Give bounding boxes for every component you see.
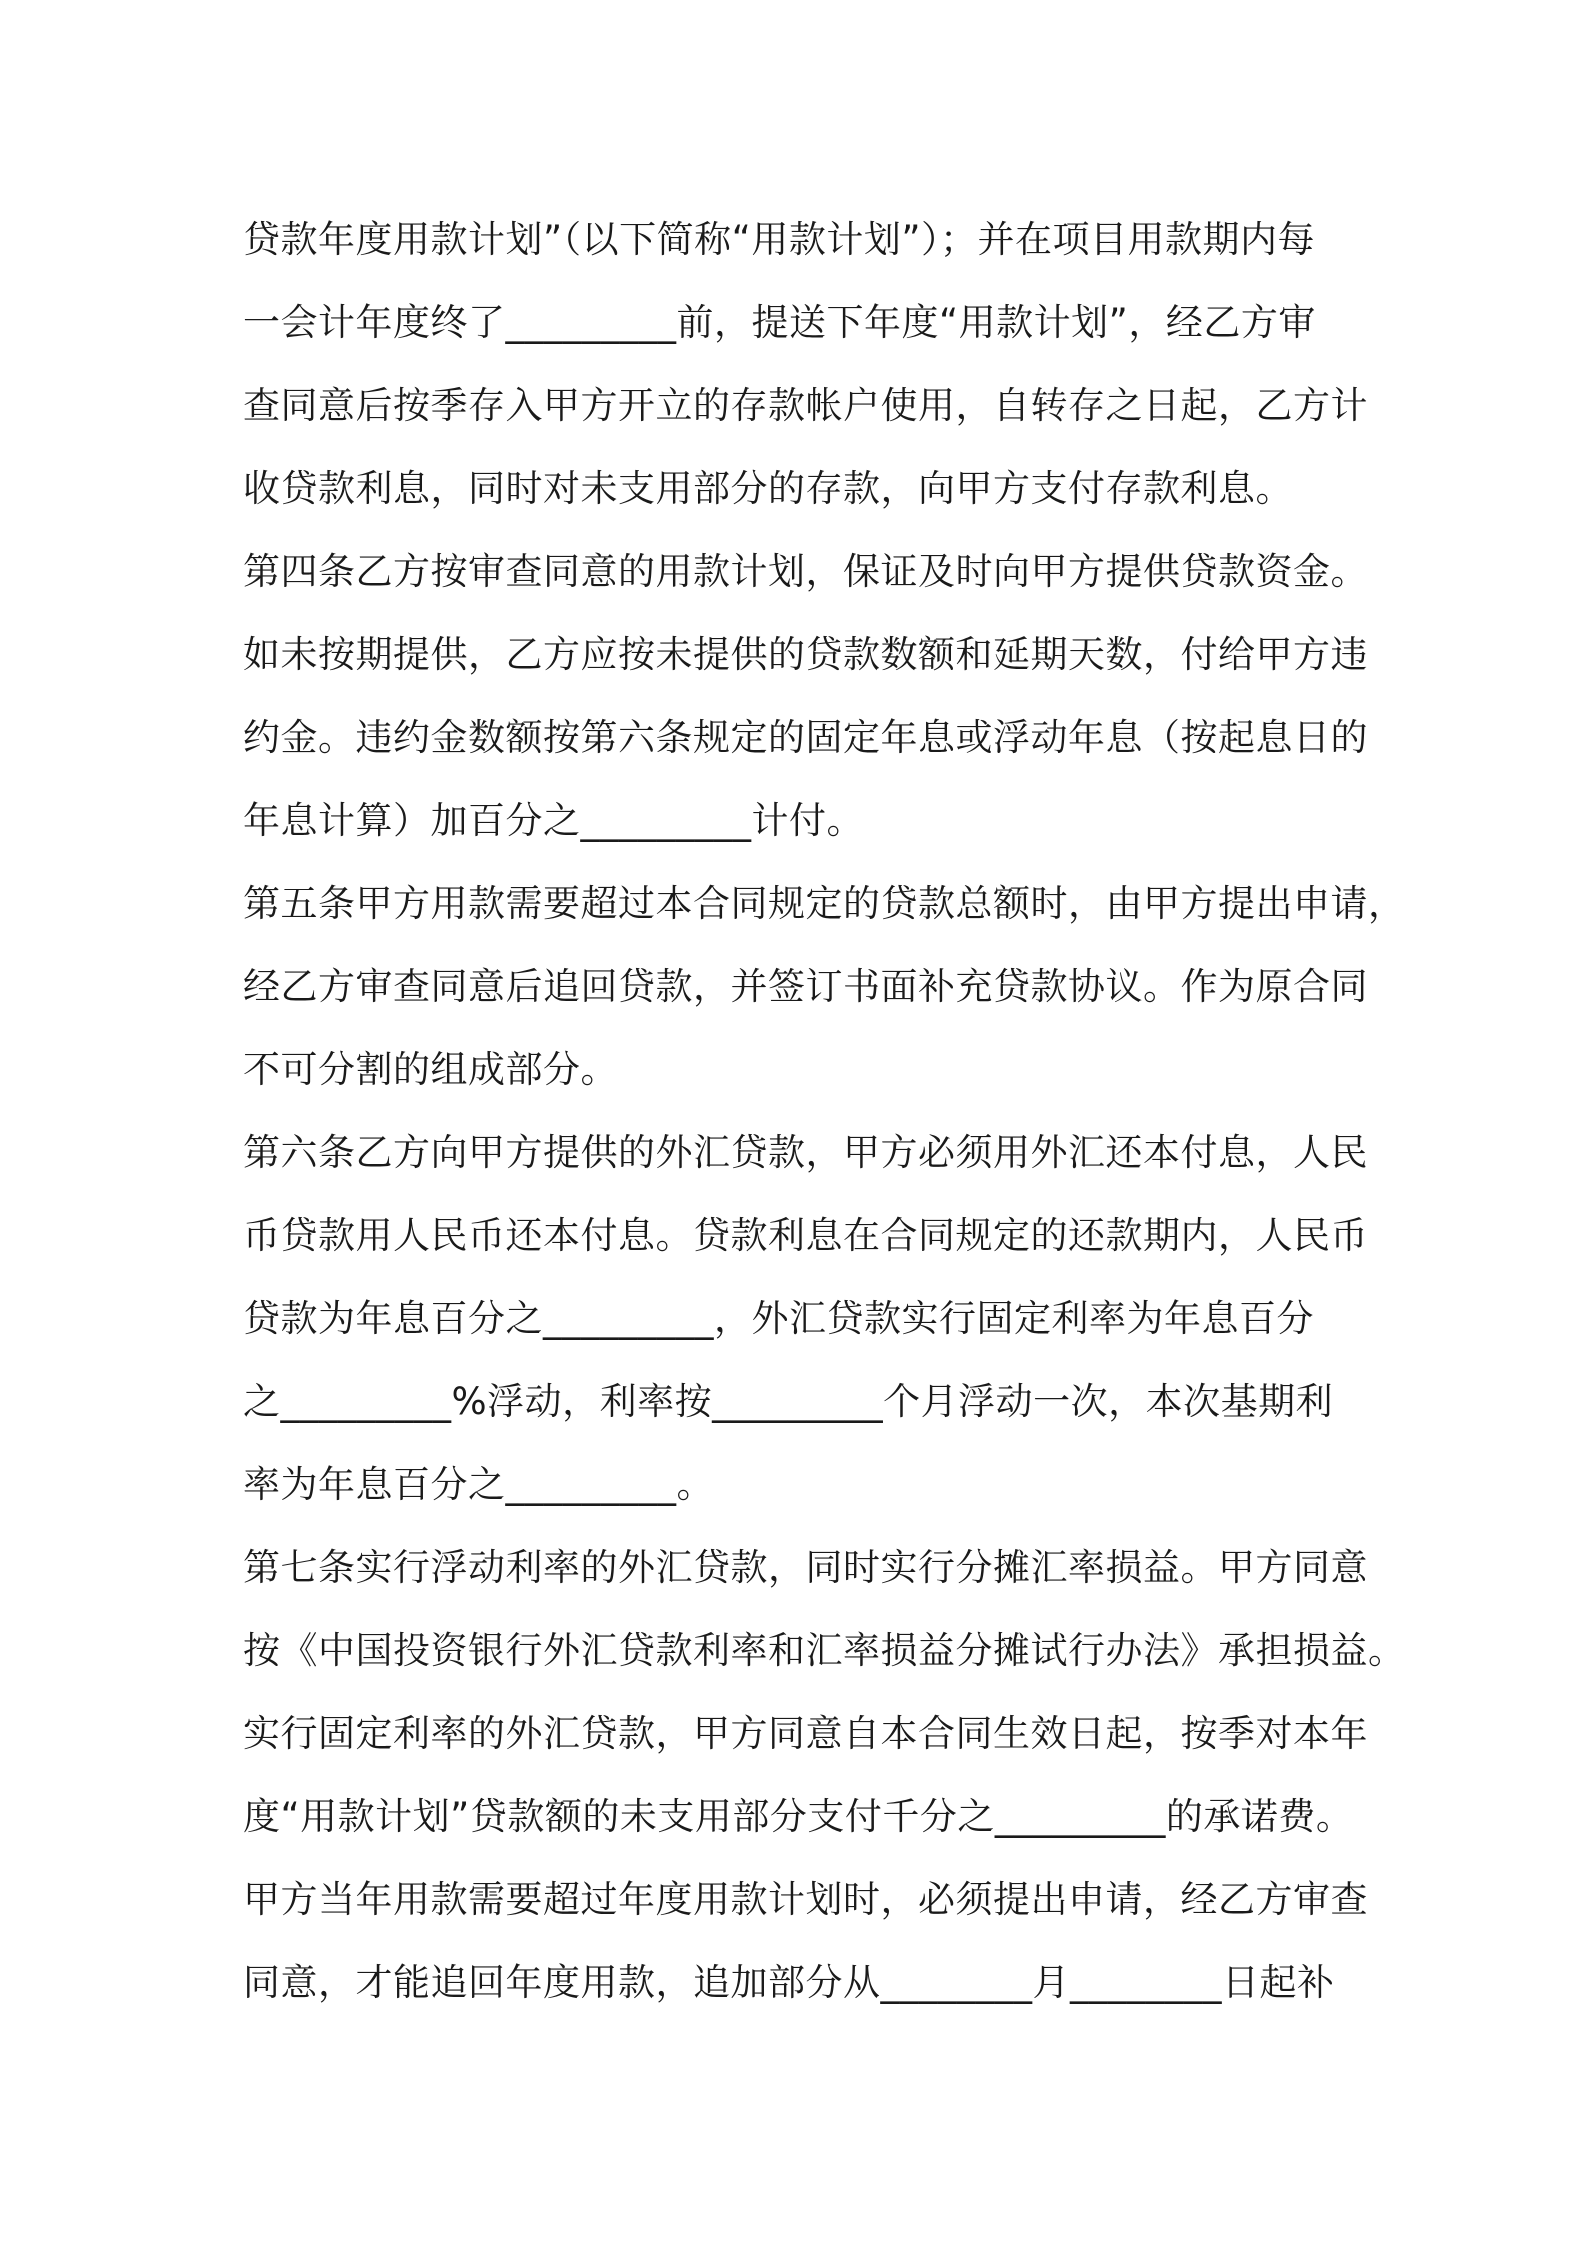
text-line: 贷款年度用款计划”（以下简称“用款计划”）；并在项目用款期内每: [243, 218, 1316, 261]
text-line: 约金。违约金数额按第六条规定的固定年息或浮动年息（按起息日的: [243, 716, 1368, 759]
text-line: 之_________%浮动，利率按_________个月浮动一次，本次基期利: [243, 1380, 1334, 1423]
text-line: 第五条甲方用款需要超过本合同规定的贷款总额时，由甲方提出申请，: [243, 882, 1406, 925]
text-line: 第六条乙方向甲方提供的外汇贷款，甲方必须用外汇还本付息，人民: [243, 1131, 1368, 1174]
text-line: 第四条乙方按审查同意的用款计划，保证及时向甲方提供贷款资金。: [243, 550, 1368, 593]
text-line: 甲方当年用款需要超过年度用款计划时，必须提出申请，经乙方审查: [243, 1878, 1368, 1921]
text-line: 贷款为年息百分之_________，外汇贷款实行固定利率为年息百分: [243, 1297, 1314, 1340]
text-line: 实行固定利率的外汇贷款，甲方同意自本合同生效日起，按季对本年: [243, 1712, 1368, 1755]
text-line: 按《中国投资银行外汇贷款利率和汇率损益分摊试行办法》承担损益。: [243, 1629, 1406, 1672]
text-line: 同意，才能追回年度用款，追加部分从________月________日起补: [243, 1961, 1335, 2004]
contract-text: [243, 198, 1406, 2024]
text-line: 查同意后按季存入甲方开立的存款帐户使用，自转存之日起，乙方计: [243, 384, 1368, 427]
text-line: 一会计年度终了_________前，提送下年度“用款计划”，经乙方审: [243, 301, 1316, 344]
text-line: 度“用款计划”贷款额的未支用部分支付千分之_________的承诺费。: [243, 1795, 1354, 1838]
text-line: 经乙方审查同意后追回贷款，并签订书面补充贷款协议。作为原合同: [243, 965, 1368, 1008]
text-line: 年息计算）加百分之_________计付。: [243, 799, 864, 842]
text-line: 币贷款用人民币还本付息。贷款利息在合同规定的还款期内，人民币: [243, 1214, 1368, 1257]
text-line: 不可分割的组成部分。: [243, 1048, 618, 1091]
text-line: 如未按期提供，乙方应按未提供的贷款数额和延期天数，付给甲方违: [243, 633, 1368, 676]
text-line: 收贷款利息，同时对未支用部分的存款，向甲方支付存款利息。: [243, 467, 1293, 510]
text-line: 率为年息百分之_________。: [243, 1463, 714, 1506]
text-line: 第七条实行浮动利率的外汇贷款，同时实行分摊汇率损益。甲方同意: [243, 1546, 1368, 1589]
